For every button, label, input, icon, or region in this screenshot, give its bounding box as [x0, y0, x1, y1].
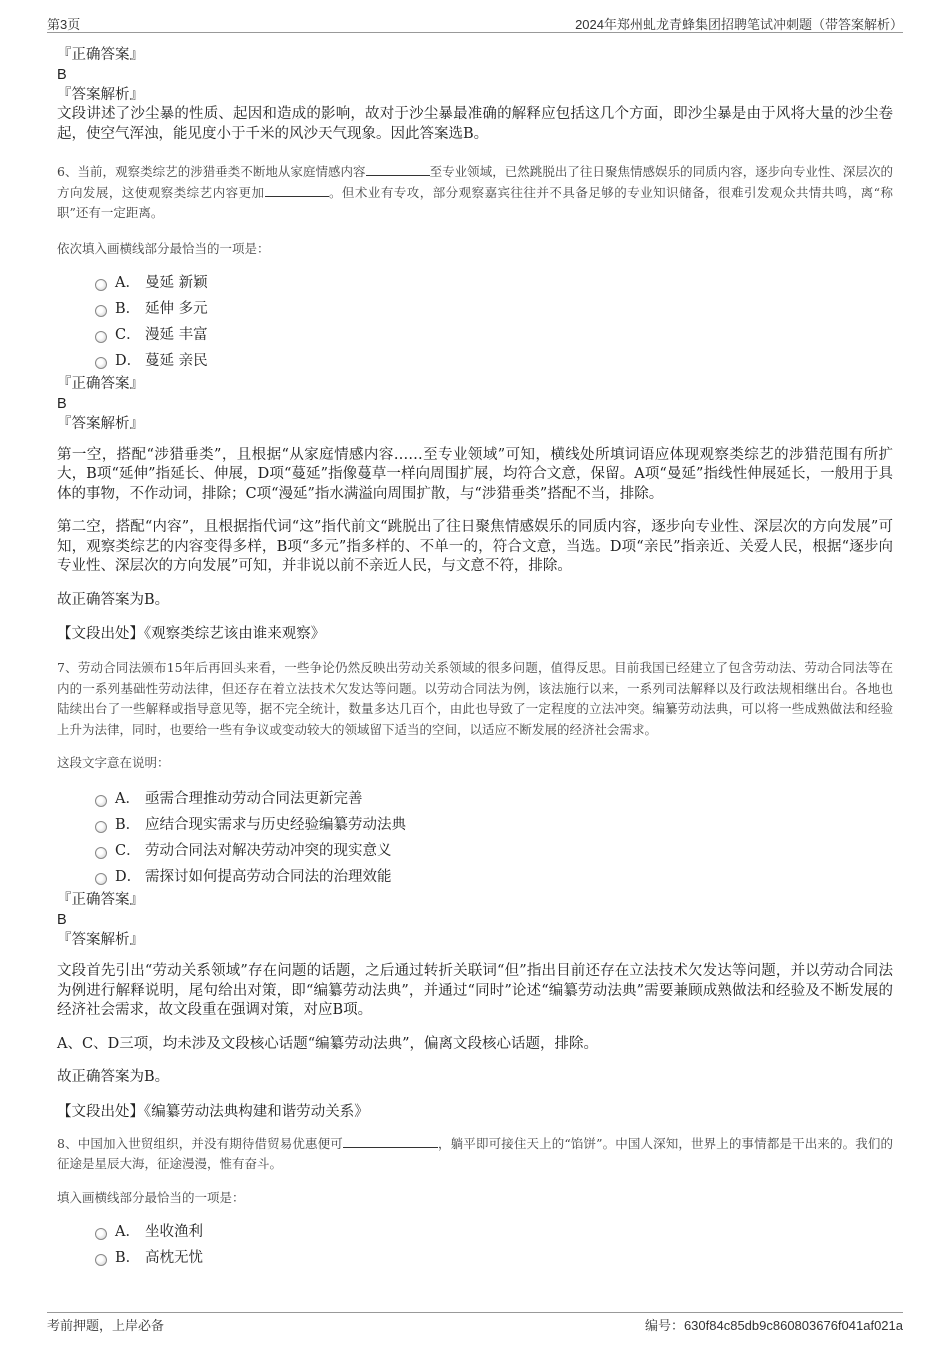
q8-question: 8、中国加入世贸组织，并没有期待借贸易优惠便可 ，躺平即可接住天上的“馅饼”。中国人深知，世界上的事情都是干出来的。我们的征途是星辰大海，征途漫漫，惟有奋斗。: [57, 1135, 893, 1171]
q6-prompt: 依次填入画横线部分最恰当的一项是：: [57, 240, 270, 256]
document-title: 2024年郑州虬龙青蜂集团招聘笔试冲刺题（带答案解析）: [575, 17, 903, 32]
q6-blank-1: [366, 163, 430, 176]
q6-options: [95, 270, 893, 374]
q7-option-a[interactable]: A． 亟需合理推动劳动合同法更新完善: [95, 786, 893, 812]
radio-icon[interactable]: [95, 1228, 107, 1240]
page-header: [47, 12, 903, 33]
q6-option-d[interactable]: D． 蔓延 亲民: [95, 348, 893, 374]
q6-blank-2: [265, 184, 329, 197]
q7-question: 7、劳动合同法颁布15年后再回头来看，一些争论仍然反映出劳动关系领域的很多问题，值得反思。目前我国已经建立了包含劳动法、劳动合同法等在内的一系列基础性劳动法律，但还存在着立法技术欠发达等问题。以劳动合同法为例，该法施行以来，一系列司法解释以及行政法规相继出台。各地也陆续出台了一些解释或指导意见等，据不完全统计，数量多达几百个，由此也导致了一定程度的立法冲突。编纂劳动法典，可以将一些成熟做法和经验上升为法律，同时，也要给一些有争议或变动较大的领域留下适当的空间，以适应不断发展的经济社会需求。: [57, 660, 893, 737]
q7-prompt: 这段文字意在说明：: [57, 755, 170, 770]
q8-option-b[interactable]: B． 高枕无忧: [95, 1245, 893, 1271]
q7-analysis-2: A、C、D三项，均未涉及文段核心话题“编纂劳动法典”，偏离文段核心话题，排除。: [57, 1035, 599, 1052]
radio-icon[interactable]: [95, 1254, 107, 1266]
q6-option-a[interactable]: A． 曼延 新颖: [95, 270, 893, 296]
q7-options: [95, 786, 893, 890]
q7-analysis-1: 文段首先引出“劳动关系领域”存在问题的话题，之后通过转折关联词“但”指出目前还存在立法技术欠发达等问题，并以劳动合同法为例进行解释说明，尾句给出对策，即“编纂劳动法典”，并通过“同时”论述“编纂劳动法典”需要兼顾成熟做法和经验及不断发展的经济社会需求，故文段重在强调对策，对应B项。: [57, 963, 893, 1018]
analysis-label: 『答案解析』: [57, 415, 144, 432]
correct-answer-label: 『正确答案』: [57, 375, 144, 392]
radio-icon[interactable]: [95, 357, 107, 369]
footer-slogan: 考前押题，上岸必备: [47, 1318, 165, 1333]
page-content: [57, 45, 893, 1271]
q6-option-b[interactable]: B． 延伸 多元: [95, 296, 893, 322]
radio-icon[interactable]: [95, 305, 107, 317]
analysis-label: 『答案解析』: [57, 87, 144, 103]
q7-option-b[interactable]: B． 应结合现实需求与历史经验编纂劳动法典: [95, 812, 893, 838]
q7-source: 【文段出处】《编纂劳动法典构建和谐劳动关系》: [57, 1103, 369, 1120]
q7-option-d[interactable]: D． 需探讨如何提高劳动合同法的治理效能: [95, 864, 893, 890]
radio-icon[interactable]: [95, 795, 107, 807]
document-code: 编号：630f84c85db9c860803676f041af021a: [644, 1318, 903, 1333]
q8-prompt: 填入画横线部分最恰当的一项是：: [57, 1189, 245, 1205]
radio-icon[interactable]: [95, 331, 107, 343]
q7-option-c[interactable]: C． 劳动合同法对解决劳动冲突的现实意义: [95, 838, 893, 864]
analysis-label: 『答案解析』: [57, 932, 144, 948]
radio-icon[interactable]: [95, 279, 107, 291]
page-footer: [47, 1312, 903, 1333]
q8-blank: [343, 1135, 438, 1148]
q5-answer: B: [57, 67, 67, 83]
q6-question: 6、当前，观察类综艺的涉猎垂类不断地从家庭情感内容 至专业领域，已然跳脱出了往日聚焦情感娱乐的同质内容，逐步向专业性、深层次的方向发展，这使观察类综艺内容更加 。但术业有专攻，部分观察嘉宾往往并不具备足够的专业知识储备，很难引发观众共情共鸣，离“称职”还有一定距离。: [57, 164, 893, 220]
q5-analysis: 文段讲述了沙尘暴的性质、起因和造成的影响，故对于沙尘暴最准确的解释应包括这几个方面，即沙尘暴是由于风将大量的沙尘卷起，使空气浑浊，能见度小于千米的风沙天气现象。因此答案选B。: [57, 106, 893, 142]
correct-answer-label: 『正确答案』: [57, 47, 144, 63]
q6-analysis-1: 第一空，搭配“涉猎垂类”，且根据“从家庭情感内容……至专业领域”可知，横线处所填词语应体现观察类综艺的涉猎范围有所扩大，B项“延伸”指延长、伸展，D项“蔓延”指像蔓草一样向周围扩展，均符合文意，保留。A项“曼延”指线性伸展延长，一般用于具体的事物，不作动词，排除；C项“漫延”指水满溢向周围扩散，与“涉猎垂类”搭配不当，排除。: [57, 446, 893, 502]
correct-answer-label: 『正确答案』: [57, 892, 144, 908]
q8-options: [95, 1219, 893, 1271]
q7-answer: B: [57, 912, 67, 928]
q6-answer: B: [57, 395, 67, 412]
q6-analysis-2: 第二空，搭配“内容”，且根据指代词“这”指代前文“跳脱出了往日聚焦情感娱乐的同质内容，逐步向专业性、深层次的方向发展”可知，观察类综艺的内容变得多样，B项“多元”指多样的、不单一的，符合文意，当选。D项“亲民”指亲近、关爱人民，根据“逐步向专业性、深层次的方向发展”可知，并非说以前不亲近人民，与文意不符，排除。: [57, 519, 893, 574]
q6-source: 【文段出处】《观察类综艺该由谁来观察》: [57, 626, 326, 642]
q8-option-a[interactable]: A． 坐收渔利: [95, 1219, 893, 1245]
radio-icon[interactable]: [95, 873, 107, 885]
q7-conclusion: 故正确答案为B。: [57, 1069, 170, 1085]
q6-conclusion: 故正确答案为B。: [57, 591, 170, 608]
page-number: 第3页: [47, 17, 81, 32]
radio-icon[interactable]: [95, 847, 107, 859]
q6-option-c[interactable]: C． 漫延 丰富: [95, 322, 893, 348]
radio-icon[interactable]: [95, 821, 107, 833]
